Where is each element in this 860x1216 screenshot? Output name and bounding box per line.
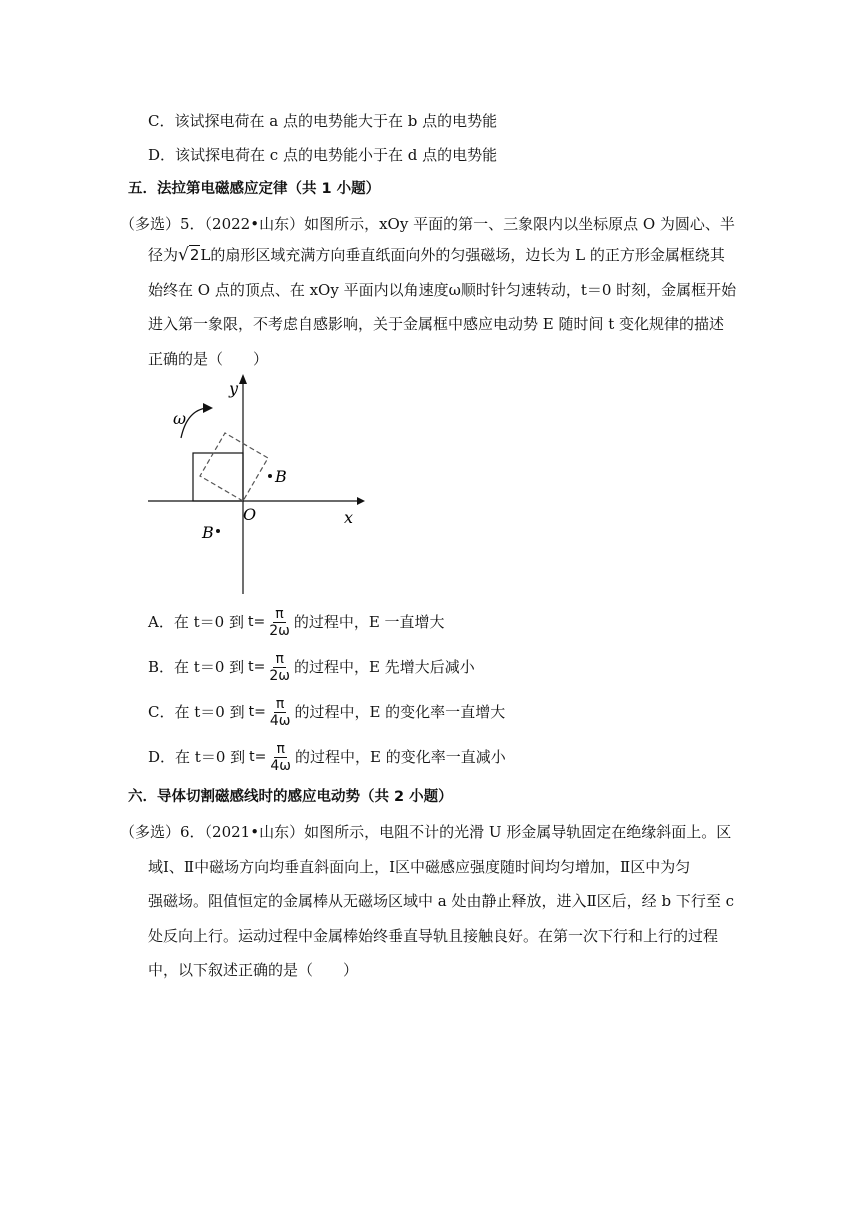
option-c — [148, 694, 505, 730]
option-c-t-equals: t= — [248, 704, 266, 720]
sqrt-unit: L — [200, 246, 211, 264]
option-a — [148, 604, 445, 640]
question-6-line-4: 处反向上行。运动过程中金属棒始终垂直导轨且接触良好。在第一次下行和上行的过程 — [148, 927, 719, 945]
field-label-third-quadrant: B — [202, 523, 214, 542]
y-axis-label: y — [229, 379, 239, 398]
option-d-fraction — [268, 741, 293, 774]
sqrt-radicand: 2 — [189, 246, 200, 264]
option-a-t-equals: t= — [247, 614, 266, 630]
square-frame-initial — [193, 453, 243, 501]
field-dot-third-quadrant — [216, 529, 220, 533]
option-b-prefix: B．在 t＝0 到 — [148, 658, 245, 676]
question-5-line-2 — [148, 244, 725, 266]
option-b-t-equals: t= — [248, 659, 266, 675]
option-b-suffix: 的过程中，E 先增大后减小 — [294, 658, 475, 676]
rotating-frame-figure — [145, 368, 375, 598]
field-dot-first-quadrant — [268, 474, 272, 478]
fraction-denominator: 2ω — [269, 622, 290, 639]
x-axis-arrow — [357, 497, 365, 505]
fraction-numerator: π — [275, 695, 285, 712]
section-6-heading: 六．导体切割磁感线时的感应电动势（共 2 小题） — [128, 789, 453, 805]
sqrt-expression: √2 — [178, 245, 200, 265]
option-c-previous: C．该试探电荷在 a 点的电势能大于在 b 点的电势能 — [148, 112, 498, 130]
option-c-prefix: C．在 t＝0 到 — [148, 703, 245, 721]
fraction-numerator: π — [275, 605, 284, 622]
option-a-prefix: A．在 t＝0 到 — [148, 613, 244, 631]
x-axis-label: x — [344, 508, 354, 527]
option-d-suffix: 的过程中，E 的变化率一直减小 — [295, 748, 506, 766]
option-a-suffix: 的过程中，E 一直增大 — [293, 613, 445, 631]
option-d-previous: D．该试探电荷在 c 点的电势能小于在 d 点的电势能 — [148, 146, 498, 164]
question-6-line-2: 域Ⅰ、Ⅱ中磁场方向均垂直斜面向上，Ⅰ区中磁感应强度随时间均匀增加，Ⅱ区中为匀 — [148, 858, 691, 876]
square-frame-rotated — [200, 433, 268, 501]
question-5-line-1: （多选）5．（2022•山东）如图所示，xOy 平面的第一、三象限内以坐标原点 O 为圆心、半 — [120, 215, 735, 233]
option-c-fraction — [268, 696, 293, 729]
question-5-line-5: 正确的是（ ） — [148, 350, 269, 368]
question-6-line-5: 中，以下叙述正确的是（ ） — [148, 961, 359, 979]
option-c-suffix: 的过程中，E 的变化率一直增大 — [294, 703, 506, 721]
fraction-numerator: π — [275, 650, 284, 667]
y-axis-arrow — [239, 374, 247, 384]
fraction-denominator: 2ω — [269, 667, 291, 684]
question-5-line-3: 始终在 O 点的顶点、在 xOy 平面内以角速度ω顺时针匀速转动，t＝0 时刻，金属框开始 — [148, 281, 737, 299]
question-6-line-1: （多选）6．（2021•山东）如图所示，电阻不计的光滑 U 形金属导轨固定在绝缘斜面上。区 — [120, 823, 732, 841]
question-5-line-4: 进入第一象限，不考虑自感影响，关于金属框中感应电动势 E 随时间 t 变化规律的描述 — [148, 315, 725, 333]
option-b-fraction — [267, 651, 292, 684]
q5-line2-prefix: 径为 — [148, 246, 179, 264]
question-6-line-3: 强磁场。阻值恒定的金属棒从无磁场区域中 a 处由静止释放，进入Ⅱ区后，经 b 下行至 c — [148, 892, 734, 910]
option-a-fraction — [267, 606, 292, 639]
fraction-denominator: 4ω — [269, 712, 291, 729]
option-d-t-equals: t= — [249, 749, 267, 765]
field-label-first-quadrant: B — [275, 467, 287, 486]
q5-line2-suffix: 的扇形区域充满方向垂直纸面向外的匀强磁场，边长为 L 的正方形金属框绕其 — [210, 246, 725, 264]
option-d-prefix: D．在 t＝0 到 — [148, 748, 246, 766]
section-5-heading: 五．法拉第电磁感应定律（共 1 小题） — [128, 181, 381, 197]
origin-label: O — [243, 505, 257, 524]
option-d — [148, 739, 506, 775]
fraction-numerator: π — [276, 740, 285, 757]
fraction-denominator: 4ω — [270, 757, 292, 774]
omega-label: ω — [173, 409, 187, 428]
rotation-arrowhead — [203, 403, 213, 413]
option-b — [148, 649, 475, 685]
